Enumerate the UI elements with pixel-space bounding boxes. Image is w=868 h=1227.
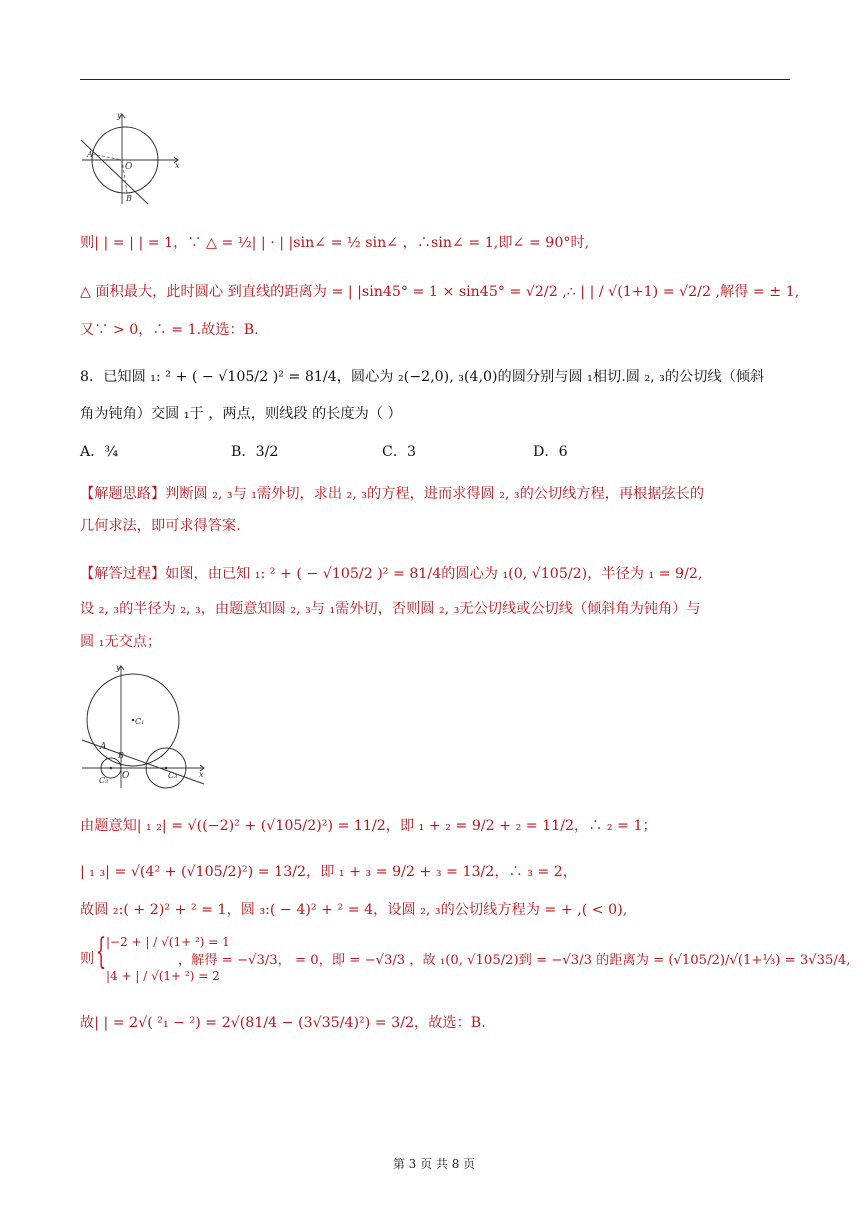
- process-tag: 【解答过程】: [80, 566, 166, 582]
- page-footer: 第 3 页 共 8 页: [392, 1157, 476, 1171]
- equation-line-4-prefix: 则: [80, 951, 95, 967]
- system-eq-2: |4 + | / √(1+ ²) = 2: [106, 969, 220, 983]
- process-text-1: 如图，由已知 ₁: ² + ( − √105/2 )² = 81/4的圆心为 ₁(0, √105/2)，半径为 ₁ = 9/2,: [165, 566, 703, 582]
- fig2-label-b: B: [118, 751, 124, 760]
- question-8-line-1: 8．已知圆 ₁: ² + ( − √105/2 )² = 81/4，圆心为 ₂(−2,0), ₃(4,0)的圆分别与圆 ₁相切.圆 ₂, ₃的公切线（倾斜: [80, 369, 765, 385]
- line-3: 又∵ > 0，∴ = 1.故选：B.: [80, 322, 259, 338]
- fig2-center-c1: [132, 719, 135, 722]
- equation-line-3: 故圆 ₂:( + 2)² + ² = 1，圆 ₃:( − 4)² + ² = 4，设圆 ₂, ₃的公切线方程为 = + ,( < 0),: [80, 902, 628, 918]
- header-rule: [80, 79, 790, 80]
- fig2-label-y: y: [116, 663, 121, 672]
- process-line-3: 圆 ₁无交点；: [80, 634, 162, 650]
- process-line-2: 设 ₂, ₃的半径为 ₂, ₃，由题意知圆 ₂, ₃与 ₁需外切，否则圆 ₂, ₃无公切线或公切线（倾斜角为钝角）与: [80, 601, 701, 617]
- option-a: A．¾: [80, 444, 119, 460]
- option-c: C．3: [382, 444, 417, 460]
- fig2-label-c1: C₁: [135, 717, 145, 726]
- fig1-label-o: O: [125, 162, 133, 172]
- idea-tag: 【解题思路】: [80, 486, 166, 502]
- system-brace: {: [96, 930, 107, 972]
- option-d: D．6: [533, 444, 568, 460]
- idea-line-2: 几何求法，即可求得答案.: [80, 518, 241, 534]
- line-2: △ 面积最大，此时圆心 到直线的距离为 = | |sin45° = 1 × sin45° = √2/2 ,∴ | | / √(1+1) = √2/2 ,解得 = ± 1,: [80, 284, 800, 300]
- figure-three-circles: [78, 660, 208, 792]
- fig2-label-c3: C₃: [168, 771, 178, 780]
- line-1: 则| | = | | = 1，∵ △ = ½| | · | |sin∠ = ½ sin∠ ，∴sin∠ = 1,即∠ = 90°时,: [80, 235, 590, 251]
- fig2-label-o: O: [122, 771, 130, 781]
- idea-text-1: 判断圆 ₂, ₃与 ₁需外切，求出 ₂, ₃的方程，进而求得圆 ₂, ₃的公切线方程，再根据弦长的: [165, 486, 705, 502]
- fig2-center-c2: [110, 767, 113, 770]
- idea-line-1: [80, 484, 704, 504]
- fig1-label-b: B: [126, 194, 132, 203]
- fig2-center-c3: [165, 767, 168, 770]
- fig1-label-y: y: [117, 111, 122, 120]
- fig1-label-a: A: [87, 150, 93, 159]
- process-line-1: [80, 564, 702, 584]
- fig1-label-x: x: [175, 161, 180, 170]
- equation-line-5: 故| | = 2√( ²₁ − ²) = 2√(81/4 − (3√35/4)²) = 3/2，故选：B.: [80, 1015, 486, 1031]
- equation-line-4: ，解得 = −√3/3， = 0，即 = −√3/3 ，故 ₁(0, √105/2)到 = −√3/3 的距离为 = (√105/2)/√(1+⅓) = 3√35/4,: [178, 953, 851, 968]
- system-eq-1: |−2 + | / √(1+ ²) = 1: [106, 935, 230, 949]
- option-b: B．3/2: [231, 444, 279, 460]
- fig2-label-c2: C₂: [99, 776, 109, 785]
- equation-line-2: | ₁ ₃| = √(4² + (√105/2)²) = 13/2，即 ₁ + ₃ = 9/2 + ₃ = 13/2，∴ ₃ = 2，: [80, 864, 578, 880]
- question-8-line-2: 角为钝角）交圆 ₁于 ，两点，则线段 的长度为（ ）: [80, 406, 402, 422]
- equation-line-1: 由题意知| ₁ ₂| = √((−2)² + (√105/2)²) = 11/2，即 ₁ + ₂ = 9/2 + ₂ = 11/2，∴ ₂ = 1；: [80, 818, 657, 834]
- fig2-label-x: x: [199, 770, 204, 779]
- fig2-label-a: A: [100, 742, 107, 752]
- figure-circle-line: [78, 108, 188, 208]
